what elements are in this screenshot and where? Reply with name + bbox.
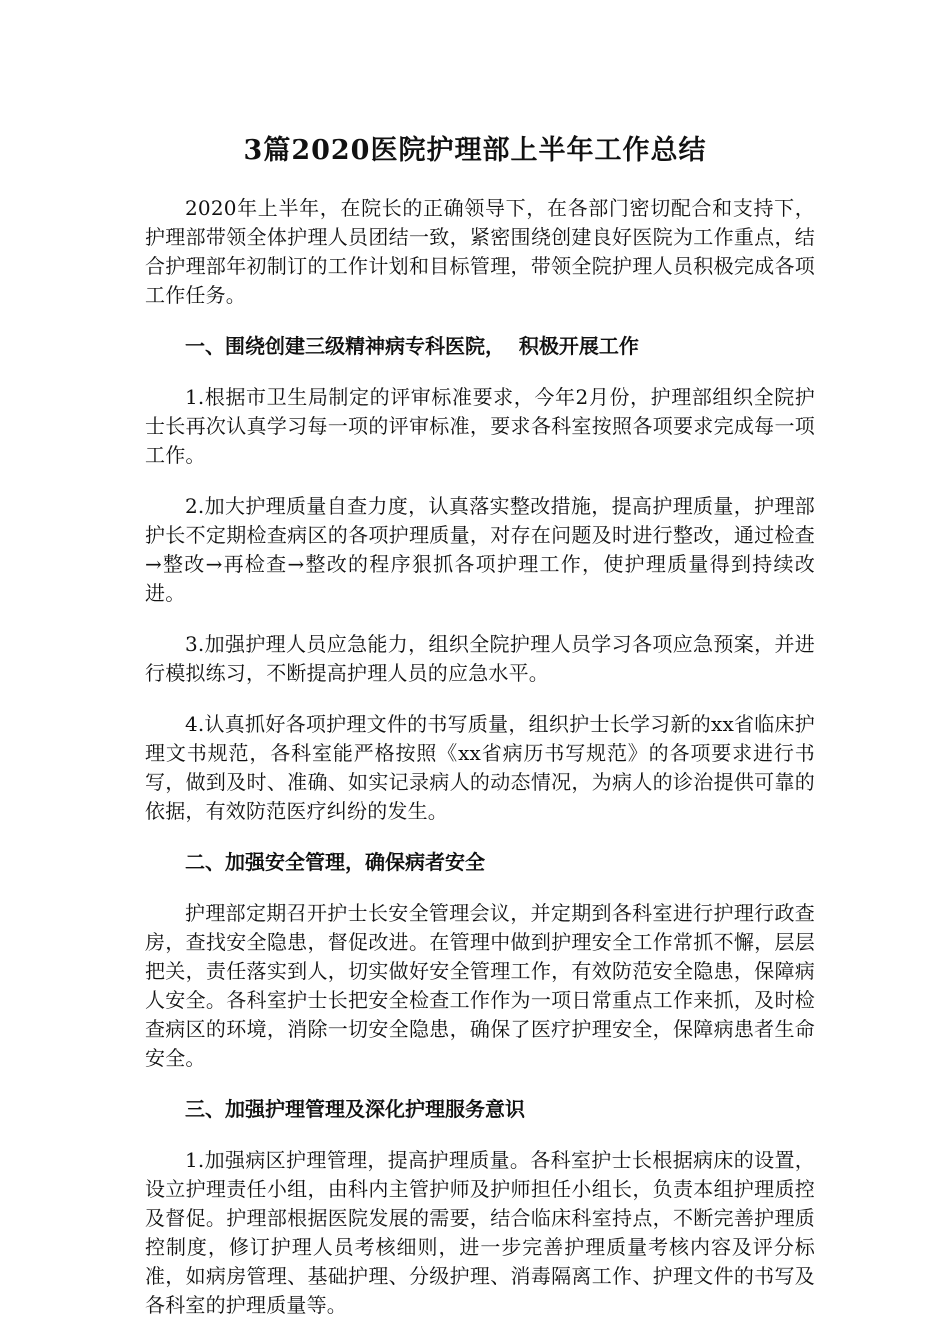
document-body bbox=[145, 194, 815, 1342]
intro-paragraph: 2020年上半年，在院长的正确领导下，在各部门密切配合和支持下，护理部带领全体护理人员团结一致，紧密围绕创建良好医院为工作重点，结合护理部年初制订的工作计划和目标管理，带领全院护理人员积极完成各项工作任务。 bbox=[145, 196, 815, 307]
paragraph-2-1: 护理部定期召开护士长安全管理会议，并定期到各科室进行护理行政查房，查找安全隐患，督促改进。在管理中做到护理安全工作常抓不懈，层层把关，责任落实到人，切实做好安全管理工作，有效防范安全隐患，保障病人安全。各科室护士长把安全检查工作作为一项日常重点工作来抓，及时检查病区的环境，消除一切安全隐患，确保了医疗护理安全，保障病患者生命安全。 bbox=[145, 901, 815, 1070]
document-title: 3篇2020医院护理部上半年工作总结 bbox=[243, 135, 707, 166]
paragraph-1-3: 3.加强护理人员应急能力，组织全院护理人员学习各项应急预案，并进行模拟练习，不断提高护理人员的应急水平。 bbox=[145, 632, 815, 685]
section-heading-1: 一、围绕创建三级精神病专科医院， 积极开展工作 bbox=[185, 334, 639, 358]
paragraph-1-2: 2.加大护理质量自查力度，认真落实整改措施，提高护理质量，护理部护长不定期检查病区的各项护理质量，对存在问题及时进行整改，通过检查→整改→再检查→整改的程序狠抓各项护理工作，使护理质量得到持续改进。 bbox=[145, 494, 815, 605]
section-heading-3: 三、加强护理管理及深化护理服务意识 bbox=[185, 1097, 525, 1121]
paragraph-1-1: 1.根据市卫生局制定的评审标准要求，今年2月份，护理部组织全院护士长再次认真学习每一项的评审标准，要求各科室按照各项要求完成每一项工作。 bbox=[145, 385, 815, 467]
section-heading-2: 二、加强安全管理，确保病者安全 bbox=[185, 850, 485, 874]
paragraph-3-1: 1.加强病区护理管理，提高护理质量。各科室护士长根据病床的设置，设立护理责任小组，由科内主管护师及护师担任小组长，负责本组护理质控及督促。护理部根据医院发展的需要，结合临床科室持点，不断完善护理质控制度，修订护理人员考核细则，进一步完善护理质量考核内容及评分标准，如病房管理、基础护理、分级护理、消毒隔离工作、护理文件的书写及各科室的护理质量等。 bbox=[145, 1148, 815, 1317]
paragraph-1-4: 4.认真抓好各项护理文件的书写质量，组织护士长学习新的xx省临床护理文书规范，各科室能严格按照《xx省病历书写规范》的各项要求进行书写，做到及时、准确、如实记录病人的动态情况，为病人的诊治提供可靠的依据，有效防范医疗纠纷的发生。 bbox=[145, 712, 815, 823]
